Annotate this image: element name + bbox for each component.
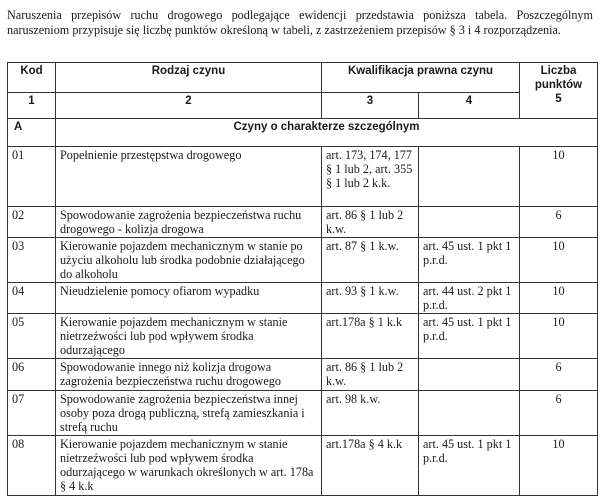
header-liczba-label: Liczba punktów: [534, 65, 583, 91]
row-description: Spowodowanie zagrożenia bezpieczeństwa innej osoby poza drogą publiczną, strefą zamieszkania i strefą ruchu: [56, 391, 322, 436]
row-legal-basis-col3: art. 86 § 1 lub 2 k.w.: [322, 359, 419, 391]
row-legal-basis-col4: art. 45 ust. 1 pkt 1 p.r.d.: [419, 238, 520, 283]
col-num-5: 5: [555, 93, 562, 105]
table-row: [8, 147, 598, 207]
row-points: 10: [520, 436, 598, 496]
row-legal-basis-col4: art. 45 ust. 1 pkt 1 p.r.d.: [419, 314, 520, 359]
table-row: [8, 207, 598, 238]
table-row: [8, 436, 598, 496]
header-kod: Kod: [8, 63, 56, 93]
row-legal-basis-col3: art. 98 k.w.: [322, 391, 419, 436]
row-legal-basis-col4: art. 45 ust. 1 pkt 1 p.r.d.: [419, 436, 520, 496]
row-code: 03: [8, 238, 56, 283]
row-points: 10: [520, 283, 598, 314]
row-description: Kierowanie pojazdem mechanicznym w stanie nietrzeźwości lub pod wpływem środka odurzającego: [56, 314, 322, 359]
row-code: 08: [8, 436, 56, 496]
row-legal-basis-col3: art.178a § 4 k.k: [322, 436, 419, 496]
row-legal-basis-col4: [419, 207, 520, 238]
section-row: [8, 119, 598, 147]
row-legal-basis-col4: [419, 391, 520, 436]
row-points: 6: [520, 359, 598, 391]
row-points: 6: [520, 207, 598, 238]
row-code: 07: [8, 391, 56, 436]
header-liczba: [520, 63, 598, 119]
col-num-1: 1: [8, 93, 56, 119]
row-description: Kierowanie pojazdem mechanicznym w stanie nietrzeźwości lub pod wpływem środka odurzającego w warunkach określonych w art. 178a § 4 k.k: [56, 436, 322, 496]
row-legal-basis-col3: art. 86 § 1 lub 2 k.w.: [322, 207, 419, 238]
section-title: Czyny o charakterze szczególnym: [56, 119, 598, 147]
row-description: Kierowanie pojazdem mechanicznym w stanie po użyciu alkoholu lub środka podobnie działającego do alkoholu: [56, 238, 322, 283]
column-number-row: [8, 93, 598, 119]
table-row: [8, 391, 598, 436]
row-description: Spowodowanie zagrożenia bezpieczeństwa ruchu drogowego - kolizja drogowa: [56, 207, 322, 238]
violations-table: [7, 62, 598, 496]
section-code: A: [8, 119, 56, 147]
row-description: Nieudzielenie pomocy ofiarom wypadku: [56, 283, 322, 314]
header-row: [8, 63, 598, 93]
table-row: [8, 283, 598, 314]
col-num-2: 2: [56, 93, 322, 119]
table-row: [8, 359, 598, 391]
row-code: 06: [8, 359, 56, 391]
row-legal-basis-col3: art. 173, 174, 177 § 1 lub 2, art. 355 § 1 lub 2 k.k.: [322, 147, 419, 207]
table-row: [8, 314, 598, 359]
table-row: [8, 238, 598, 283]
row-description: Spowodowanie innego niż kolizja drogowa zagrożenia bezpieczeństwa ruchu drogowego: [56, 359, 322, 391]
row-legal-basis-col3: art.178a § 1 k.k: [322, 314, 419, 359]
row-legal-basis-col4: [419, 147, 520, 207]
row-points: 10: [520, 314, 598, 359]
col-num-4: 4: [419, 93, 520, 119]
row-code: 01: [8, 147, 56, 207]
row-legal-basis-col4: art. 44 ust. 2 pkt 1 p.r.d.: [419, 283, 520, 314]
row-description: Popełnienie przestępstwa drogowego: [56, 147, 322, 207]
header-rodzaj: Rodzaj czynu: [56, 63, 322, 93]
row-legal-basis-col3: art. 87 § 1 k.w.: [322, 238, 419, 283]
intro-paragraph: Naruszenia przepisów ruchu drogowego podlegające ewidencji przedstawia poniższa tabela. Poszczególnym naruszeniom przypisuje się liczbę punktów określoną w tabeli, z zastrzeżeniem przepisów § 3 i 4 rozporządzenia.: [7, 8, 593, 37]
row-legal-basis-col3: art. 93 § 1 k.w.: [322, 283, 419, 314]
row-points: 6: [520, 391, 598, 436]
row-code: 02: [8, 207, 56, 238]
col-num-3: 3: [322, 93, 419, 119]
row-code: 04: [8, 283, 56, 314]
header-kwalifikacja: Kwalifikacja prawna czynu: [322, 63, 520, 93]
row-points: 10: [520, 238, 598, 283]
row-points: 10: [520, 147, 598, 207]
row-legal-basis-col4: [419, 359, 520, 391]
row-code: 05: [8, 314, 56, 359]
